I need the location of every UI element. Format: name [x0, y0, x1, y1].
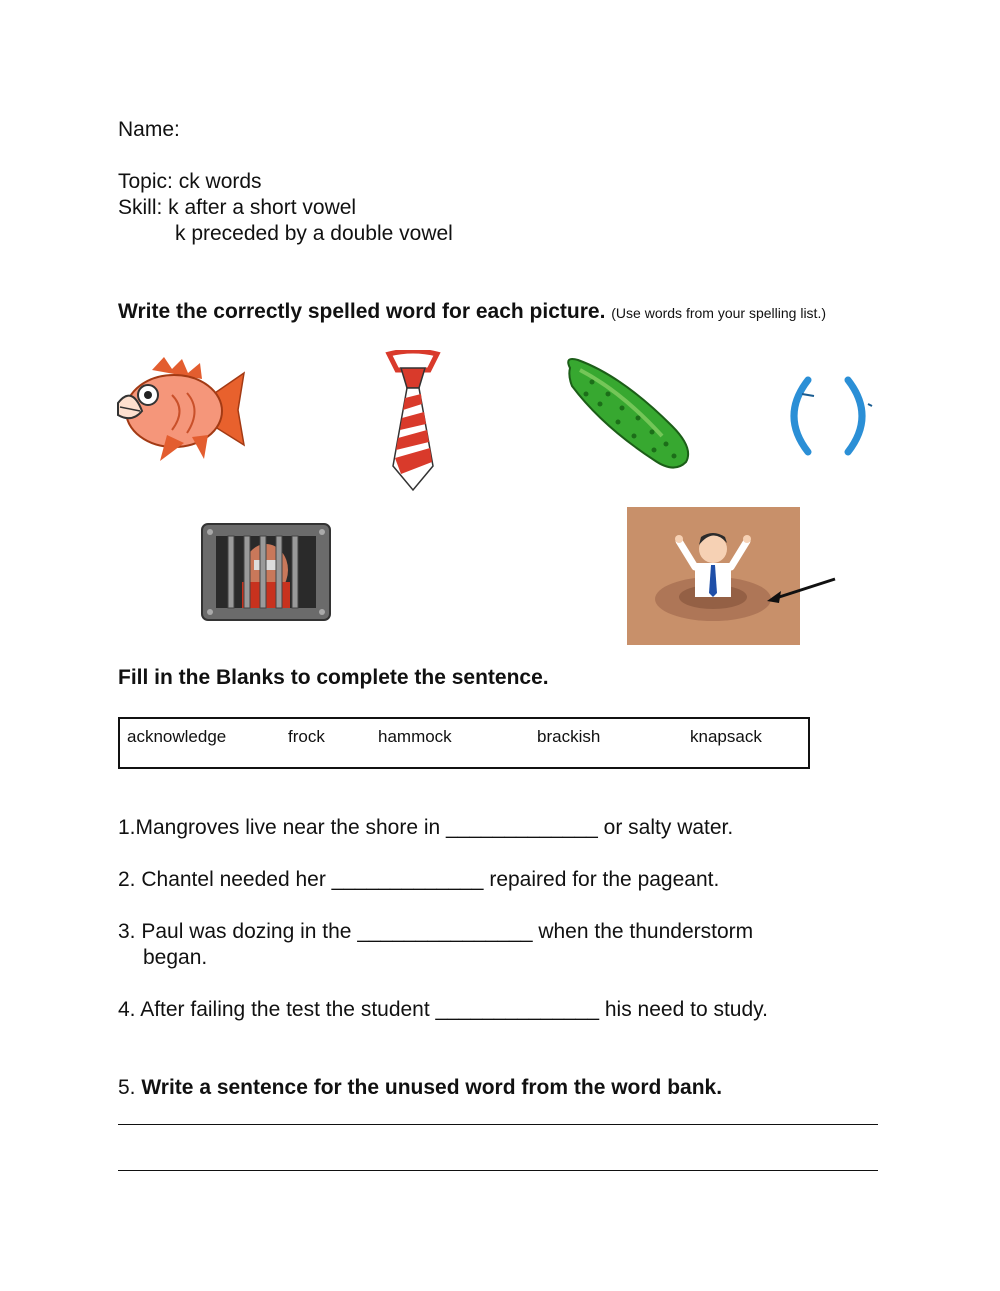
- word-bank-item: acknowledge: [127, 727, 227, 746]
- answer-line: [118, 1124, 878, 1125]
- necktie-icon: [383, 350, 443, 492]
- skill-line-1: Skill: k after a short vowel: [118, 196, 357, 219]
- locked-prisoner-icon: [198, 520, 334, 628]
- prompt-heading: Write a sentence for the unused word from the word bank.: [141, 1076, 723, 1099]
- write-sentence-prompt: [118, 1075, 722, 1101]
- word-bank-item: hammock: [378, 727, 452, 746]
- picture-note: (Use words from your spelling list.): [611, 305, 826, 321]
- word-bank: [118, 717, 810, 769]
- picture-instructions: [118, 299, 826, 326]
- pickle-icon: [562, 356, 694, 474]
- word-bank-item: knapsack: [690, 727, 762, 746]
- sentence-3: 3. Paul was dozing in the _______________ when the thunderstorm: [118, 920, 754, 943]
- skill-line-2: k preceded by a double vowel: [175, 222, 453, 245]
- fill-blanks-heading: Fill in the Blanks to complete the sentence.: [118, 666, 549, 689]
- answer-line: [118, 1170, 878, 1171]
- brackets-icon: [780, 376, 876, 456]
- quicksand-icon: [627, 507, 839, 647]
- topic-line: Topic: ck words: [118, 170, 262, 193]
- name-label: Name:: [118, 118, 180, 141]
- picture-heading: Write the correctly spelled word for each picture: [118, 300, 600, 323]
- sentence-3-continuation: began.: [143, 946, 208, 969]
- sentence-2: 2. Chantel needed her _____________ repaired for the pageant.: [118, 868, 720, 891]
- sentence-4: 4. After failing the test the student ______________ his need to study.: [118, 998, 768, 1021]
- prompt-number: 5.: [118, 1076, 142, 1099]
- fish-icon: [112, 355, 247, 465]
- picture-heading-period: .: [599, 300, 606, 323]
- sentence-1: 1.Mangroves live near the shore in _____________ or salty water.: [118, 816, 734, 839]
- word-bank-item: frock: [288, 727, 325, 746]
- word-bank-item: brackish: [537, 727, 601, 746]
